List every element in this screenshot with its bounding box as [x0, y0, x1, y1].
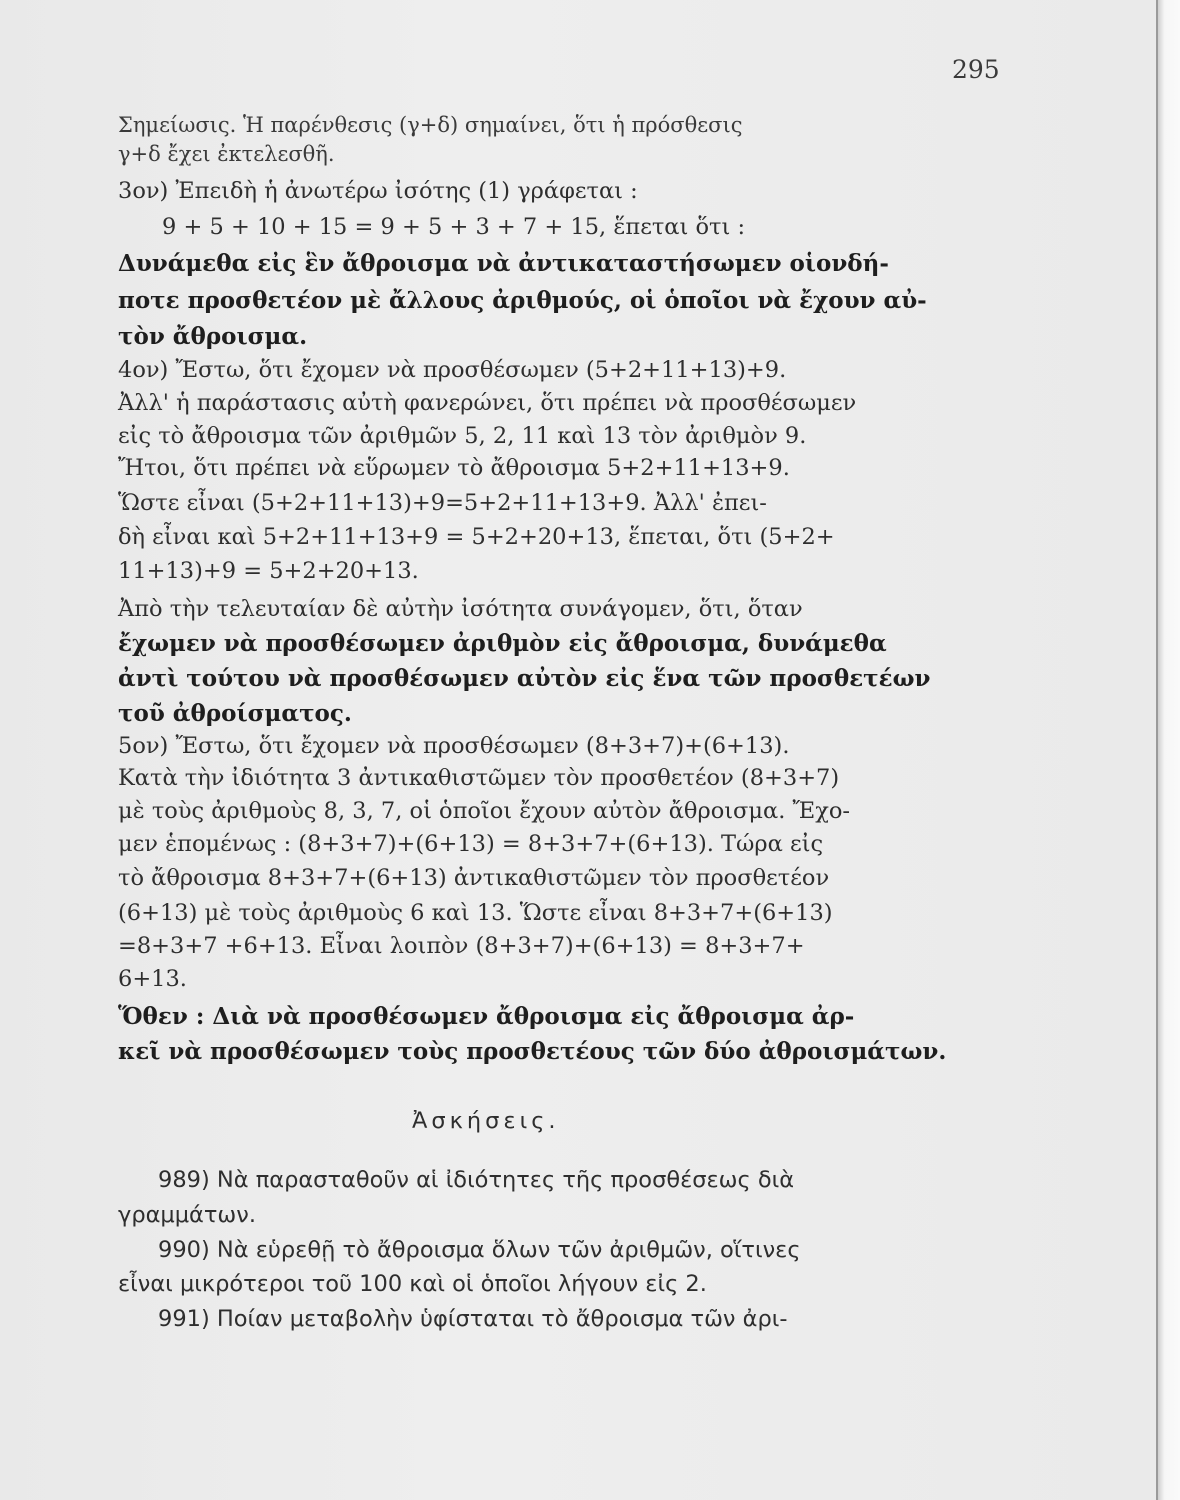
- text-line: Ὥστε εἶναι (5+2+11+13)+9=5+2+11+13+9. Ἀλλ' ἐπει-: [118, 490, 767, 516]
- text-line: Δυνάμεθα εἰς ἓν ἄθροισμα νὰ ἀντικαταστήσωμεν οἱονδή-: [118, 250, 889, 277]
- text-line: Σημείωσις. Ἡ παρένθεσις (γ+δ) σημαίνει, ὅτι ἡ πρόσθεσις: [118, 113, 743, 137]
- text-line: τὸν ἄθροισμα.: [118, 323, 308, 350]
- exercise-991: 991) Ποίαν μεταβολὴν ὑφίσταται τὸ ἄθροισμα τῶν ἀρι-: [158, 1306, 788, 1332]
- text-line: 6+13.: [118, 966, 187, 992]
- text-line: 11+13)+9 = 5+2+20+13.: [118, 558, 419, 584]
- text-line: γ+δ ἔχει ἐκτελεσθῆ.: [118, 142, 335, 166]
- text-line: κεῖ νὰ προσθέσωμεν τοὺς προσθετέους τῶν δύο ἀθροισμάτων.: [118, 1038, 947, 1065]
- text-line: Ἀπὸ τὴν τελευταίαν δὲ αὐτὴν ἰσότητα συνάγομεν, ὅτι, ὅταν: [118, 596, 803, 622]
- text-line: Ὅθεν : Διὰ νὰ προσθέσωμεν ἄθροισμα εἰς ἄθροισμα ἀρ-: [118, 1003, 855, 1030]
- text-line: εἶναι μικρότεροι τοῦ 100 καὶ οἱ ὁποῖοι λήγουν εἰς 2.: [118, 1271, 707, 1297]
- text-line: 4ον) Ἔστω, ὅτι ἔχομεν νὰ προσθέσωμεν (5+2+11+13)+9.: [118, 357, 787, 383]
- text-line: μὲ τοὺς ἀριθμοὺς 8, 3, 7, οἱ ὁποῖοι ἔχουν αὐτὸν ἄθροισμα. Ἔχο-: [118, 798, 851, 824]
- text-line: γραμμάτων.: [118, 1202, 256, 1228]
- page-number: 295: [952, 55, 1000, 84]
- text-line: 5ον) Ἔστω, ὅτι ἔχομεν νὰ προσθέσωμεν (8+3+7)+(6+13).: [118, 733, 790, 759]
- text-line: Ἤτοι, ὅτι πρέπει νὰ εὕρωμεν τὸ ἄθροισμα 5+2+11+13+9.: [118, 455, 790, 481]
- exercises-heading: Ἀσκήσεις.: [412, 1108, 560, 1134]
- text-line: ποτε προσθετέον μὲ ἄλλους ἀριθμούς, οἱ ὁποῖοι νὰ ἔχουν αὐ-: [118, 287, 927, 314]
- text-line: μεν ἑπομένως : (8+3+7)+(6+13) = 8+3+7+(6+13). Τώρα εἰς: [118, 831, 824, 857]
- text-line: δὴ εἶναι καὶ 5+2+11+13+9 = 5+2+20+13, ἕπεται, ὅτι (5+2+: [118, 524, 835, 550]
- text-line: Ἀλλ' ἡ παράστασις αὐτὴ φανερώνει, ὅτι πρέπει νὰ προσθέσωμεν: [118, 390, 857, 416]
- text-line: τὸ ἄθροισμα 8+3+7+(6+13) ἀντικαθιστῶμεν τὸν προσθετέον: [118, 865, 830, 891]
- text-line: ἀντὶ τούτου νὰ προσθέσωμεν αὐτὸν εἰς ἕνα τῶν προσθετέων: [118, 665, 931, 692]
- text-line: 9 + 5 + 10 + 15 = 9 + 5 + 3 + 7 + 15, ἕπεται ὅτι :: [162, 214, 746, 240]
- exercise-990: 990) Νὰ εὑρεθῇ τὸ ἄθροισμα ὅλων τῶν ἀριθμῶν, οἵτινες: [158, 1237, 801, 1263]
- text-line: (6+13) μὲ τοὺς ἀριθμοὺς 6 καὶ 13. Ὥστε εἶναι 8+3+7+(6+13): [118, 900, 833, 926]
- exercise-989: 989) Νὰ παρασταθοῦν αἱ ἰδιότητες τῆς προσθέσεως διὰ: [158, 1167, 795, 1193]
- text-line: εἰς τὸ ἄθροισμα τῶν ἀριθμῶν 5, 2, 11 καὶ 13 τὸν ἀριθμὸν 9.: [118, 423, 807, 449]
- text-line: ἔχωμεν νὰ προσθέσωμεν ἀριθμὸν εἰς ἄθροισμα, δυνάμεθα: [118, 630, 887, 657]
- page-edge: [1156, 0, 1180, 1500]
- text-line: Κατὰ τὴν ἰδιότητα 3 ἀντικαθιστῶμεν τὸν προσθετέον (8+3+7): [118, 765, 840, 791]
- text-line: =8+3+7 +6+13. Εἶναι λοιπὸν (8+3+7)+(6+13) = 8+3+7+: [118, 933, 805, 959]
- text-line: τοῦ ἀθροίσματος.: [118, 700, 352, 727]
- text-line: 3ον) Ἐπειδὴ ἡ ἀνωτέρω ἰσότης (1) γράφεται :: [118, 178, 638, 204]
